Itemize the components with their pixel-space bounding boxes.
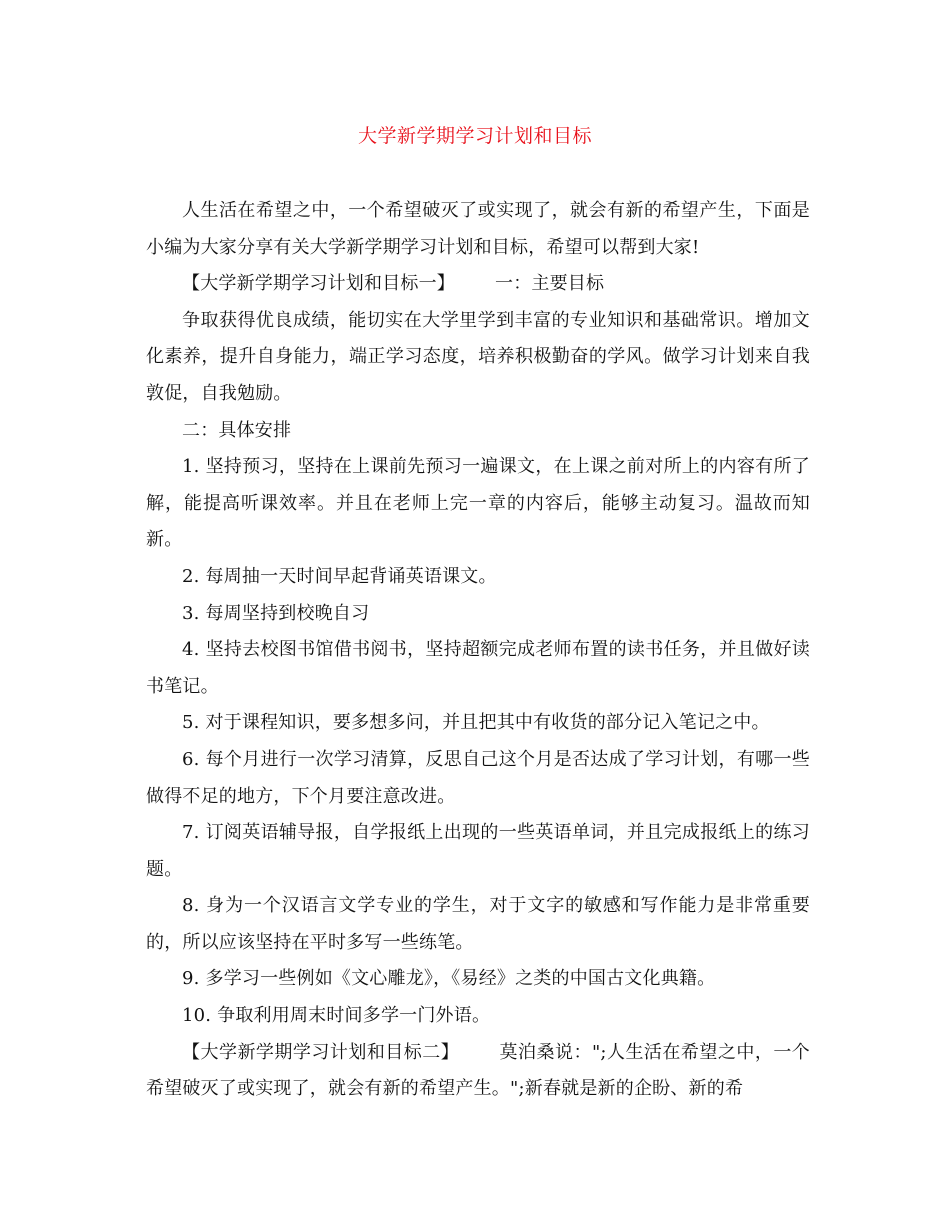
main-goal-heading: 一：主要目标 <box>495 273 605 295</box>
section-two-paragraph <box>146 1035 810 1108</box>
list-item: 3. 每周坚持到校晚自习 <box>182 602 370 624</box>
list-item: 8. 身为一个汉语言文学专业的学生，对于文字的敏感和写作能力是非常重要的，所以应该坚持在平时多写一些练笔。 <box>146 895 810 953</box>
section-one-heading: 【大学新学期学习计划和目标一】 <box>182 273 455 295</box>
list-item: 9. 多学习一些例如《文心雕龙》，《易经》之类的中国古文化典籍。 <box>182 968 716 990</box>
list-item: 4. 坚持去校图书馆借书阅书，坚持超额完成老师布置的读书任务，并且做好读书笔记。 <box>146 639 810 697</box>
goal-paragraph: 争取获得优良成绩，能切实在大学里学到丰富的专业知识和基础常识。增加文化素养，提升自身能力，端正学习态度，培养积极勤奋的学风。做学习计划来自我敦促，自我勉励。 <box>146 309 810 404</box>
list-item: 2. 每周抽一天时间早起背诵英语课文。 <box>182 565 497 587</box>
intro-paragraph: 人生活在希望之中，一个希望破灭了或实现了，就会有新的希望产生，下面是小编为大家分享有关大学新学期学习计划和目标，希望可以帮到大家! <box>146 200 810 258</box>
list-item: 10. 争取利用周末时间多学一门外语。 <box>182 1005 491 1027</box>
list-item: 1. 坚持预习，坚持在上课前先预习一遍课文，在上课之前对所上的内容有所了解，能提高听课效率。并且在老师上完一章的内容后，能够主动复习。温故而知新。 <box>146 456 810 551</box>
section-two-text: 莫泊桑说：";人生活在希望之中，一个希望破灭了或实现了，就会有新的希望产生。";新春就是新的企盼、新的希 <box>146 1041 810 1100</box>
list-item: 5. 对于课程知识，要多想多问，并且把其中有收货的部分记入笔记之中。 <box>182 712 770 734</box>
list-item: 7. 订阅英语辅导报，自学报纸上出现的一些英语单词，并且完成报纸上的练习题。 <box>146 822 810 880</box>
section-two-heading: 【大学新学期学习计划和目标二】 <box>182 1041 460 1063</box>
list-item: 6. 每个月进行一次学习清算，反思自己这个月是否达成了学习计划，有哪一些做得不足的地方，下个月要注意改进。 <box>146 748 810 807</box>
section-one-line <box>146 266 810 303</box>
arrangement-heading: 二：具体安排 <box>182 419 292 441</box>
document-body <box>146 193 810 1108</box>
document-title: 大学新学期学习计划和目标 <box>357 125 592 147</box>
